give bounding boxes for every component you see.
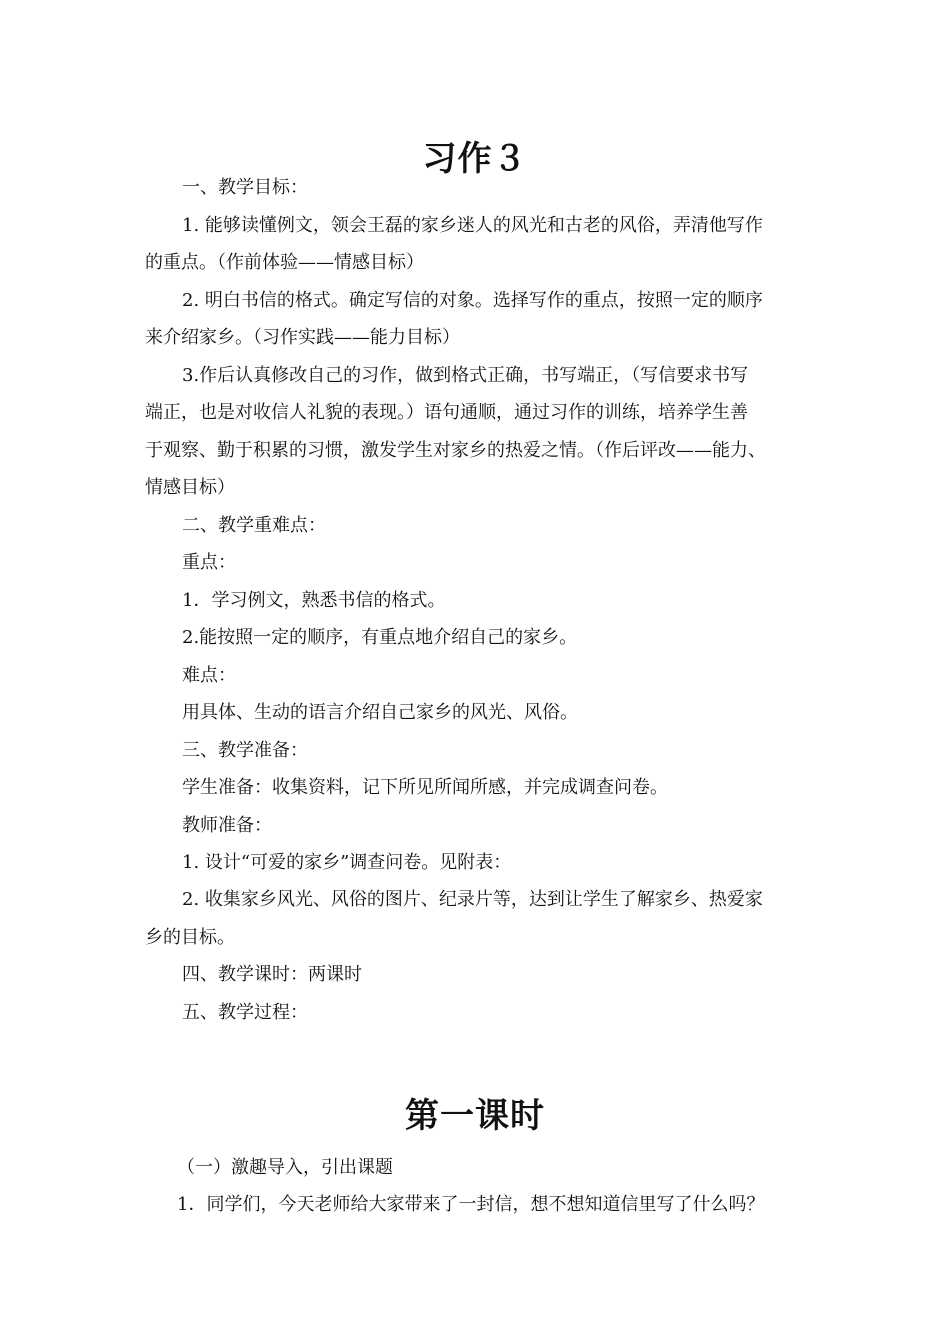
section-heading-process: 五、教学过程： [182, 1002, 308, 1023]
section-title: 第一课时 [405, 1096, 545, 1136]
paragraph-line: 于观察、勤于积累的习惯，激发学生对家乡的热爱之情。（作后评改——能力、 [145, 440, 766, 461]
label-difficulty: 难点： [182, 665, 236, 686]
section-heading-objectives: 一、教学目标： [182, 177, 308, 198]
paragraph-line: 用具体、生动的语言介绍自己家乡的风光、风俗。 [182, 702, 578, 723]
paragraph-line: 来介绍家乡。（习作实践——能力目标） [145, 327, 460, 348]
paragraph-line: 2. 收集家乡风光、风俗的图片、纪录片等，达到让学生了解家乡、热爱家 [182, 889, 763, 910]
paragraph-line: 端正，也是对收信人礼貌的表现。）语句通顺，通过习作的训练，培养学生善 [145, 402, 748, 423]
label-teacher-preparation: 教师准备： [182, 815, 272, 836]
paragraph-line: 的重点。（作前体验——情感目标） [145, 252, 424, 273]
paragraph-line: 情感目标） [145, 477, 235, 498]
section-heading-preparation: 三、教学准备： [182, 740, 308, 761]
paragraph-line: 2. 明白书信的格式。确定写信的对象。选择写作的重点，按照一定的顺序 [182, 290, 763, 311]
document-title: 习作３ [422, 139, 528, 179]
paragraph-line: 1．学习例文，熟悉书信的格式。 [182, 590, 446, 611]
paragraph-line: 1. 能够读懂例文，领会王磊的家乡迷人的风光和古老的风俗，弄清他写作 [182, 215, 763, 236]
label-key-point: 重点： [182, 552, 236, 573]
paragraph-line: 3.作后认真修改自己的习作，做到格式正确，书写端正，（写信要求书写 [182, 365, 749, 386]
paragraph-line: 乡的目标。 [145, 927, 235, 948]
paragraph-line: 学生准备：收集资料，记下所见所闻所感，并完成调查问卷。 [182, 777, 668, 798]
subsection-heading: （一）激趣导入，引出课题 [177, 1157, 393, 1178]
paragraph-line: 2.能按照一定的顺序，有重点地介绍自己的家乡。 [182, 627, 578, 648]
section-heading-periods: 四、教学课时：两课时 [182, 964, 362, 985]
section-heading-key-points: 二、教学重难点： [182, 515, 326, 536]
paragraph-line: 1. 设计“可爱的家乡”调查问卷。见附表： [182, 852, 512, 873]
paragraph-line: 1．同学们，今天老师给大家带来了一封信，想不想知道信里写了什么吗？ [177, 1194, 765, 1215]
